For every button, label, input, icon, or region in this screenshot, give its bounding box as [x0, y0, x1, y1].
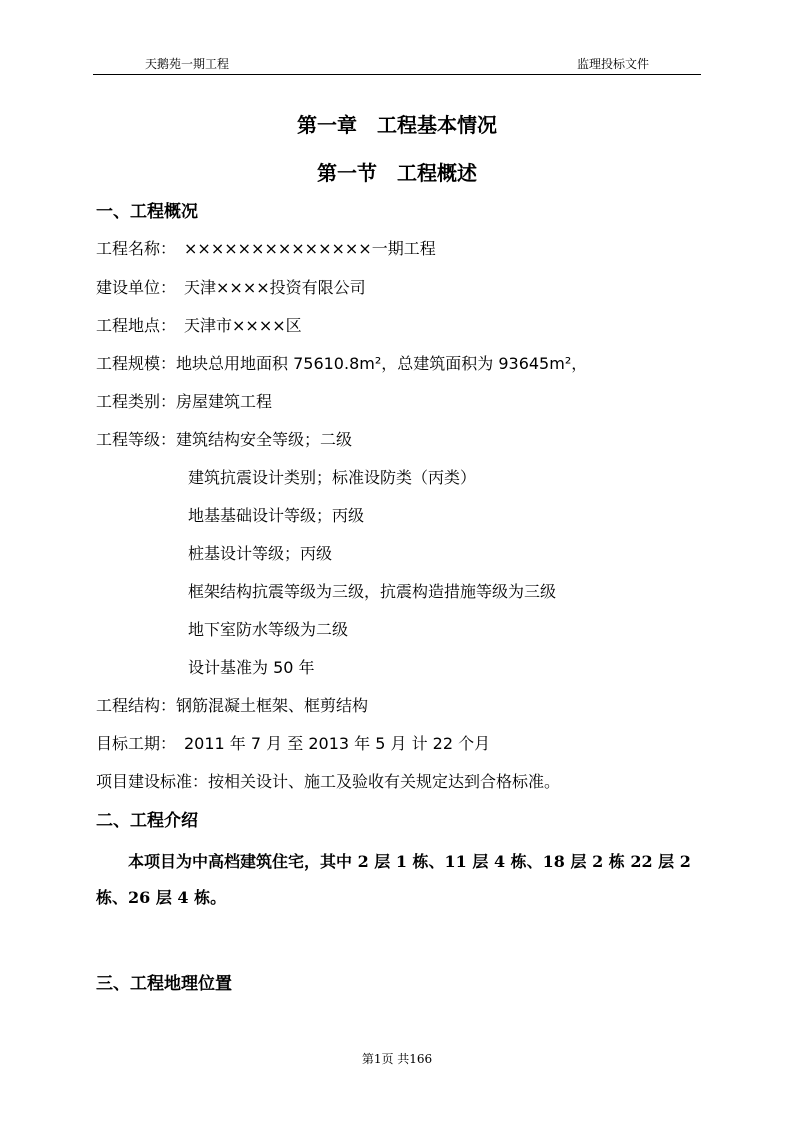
- target-duration-line: 目标工期： 2011 年 7 月 至 2013 年 5 月 计 22 个月: [96, 734, 491, 753]
- construction-standard-line: 项目建设标准：按相关设计、施工及验收有关规定达到合格标准。: [96, 772, 561, 791]
- project-name-line: 工程名称： ××××××××××××××一期工程: [96, 239, 436, 258]
- heading-geographic-location: 三、工程地理位置: [96, 974, 232, 994]
- project-scale-line: 工程规模：地块总用地面积 75610.8m²，总建筑面积为 93645m²，: [96, 354, 588, 373]
- project-structure-line: 工程结构：钢筋混凝土框架、框剪结构: [96, 696, 369, 715]
- page-footer: 第1页 共166: [361, 1052, 433, 1066]
- heading-project-intro: 二、工程介绍: [96, 811, 198, 831]
- project-location-line: 工程地点： 天津市××××区: [96, 316, 302, 335]
- project-grade-line: 工程等级：建筑结构安全等级；二级: [96, 430, 353, 449]
- header-project-name: 天鹅苑一期工程: [145, 57, 230, 71]
- design-baseline-line: 设计基准为 50 年: [188, 658, 315, 677]
- seismic-category-line: 建筑抗震设计类别；标准设防类（丙类）: [188, 468, 477, 487]
- frame-seismic-line: 框架结构抗震等级为三级，抗震构造措施等级为三级: [188, 582, 557, 601]
- basement-waterproof-line: 地下室防水等级为二级: [188, 620, 349, 639]
- project-intro-paragraph: 本项目为中高档建筑住宅，其中 2 层 1 栋、11 层 4 栋、18 层 2 栋 22 层 2 栋、26 层 4 栋。: [96, 852, 691, 907]
- foundation-grade-line: 地基基础设计等级；丙级: [188, 506, 365, 525]
- chapter-title: 第一章 工程基本情况: [297, 113, 497, 137]
- project-category-line: 工程类别：房屋建筑工程: [96, 392, 273, 411]
- section-title: 第一节 工程概述: [317, 161, 477, 185]
- construction-unit-line: 建设单位： 天津××××投资有限公司: [96, 278, 366, 297]
- heading-project-overview: 一、工程概况: [96, 202, 198, 222]
- page-header: [93, 56, 701, 75]
- pile-grade-line: 桩基设计等级；丙级: [188, 544, 333, 563]
- header-document-type: 监理投标文件: [576, 57, 649, 71]
